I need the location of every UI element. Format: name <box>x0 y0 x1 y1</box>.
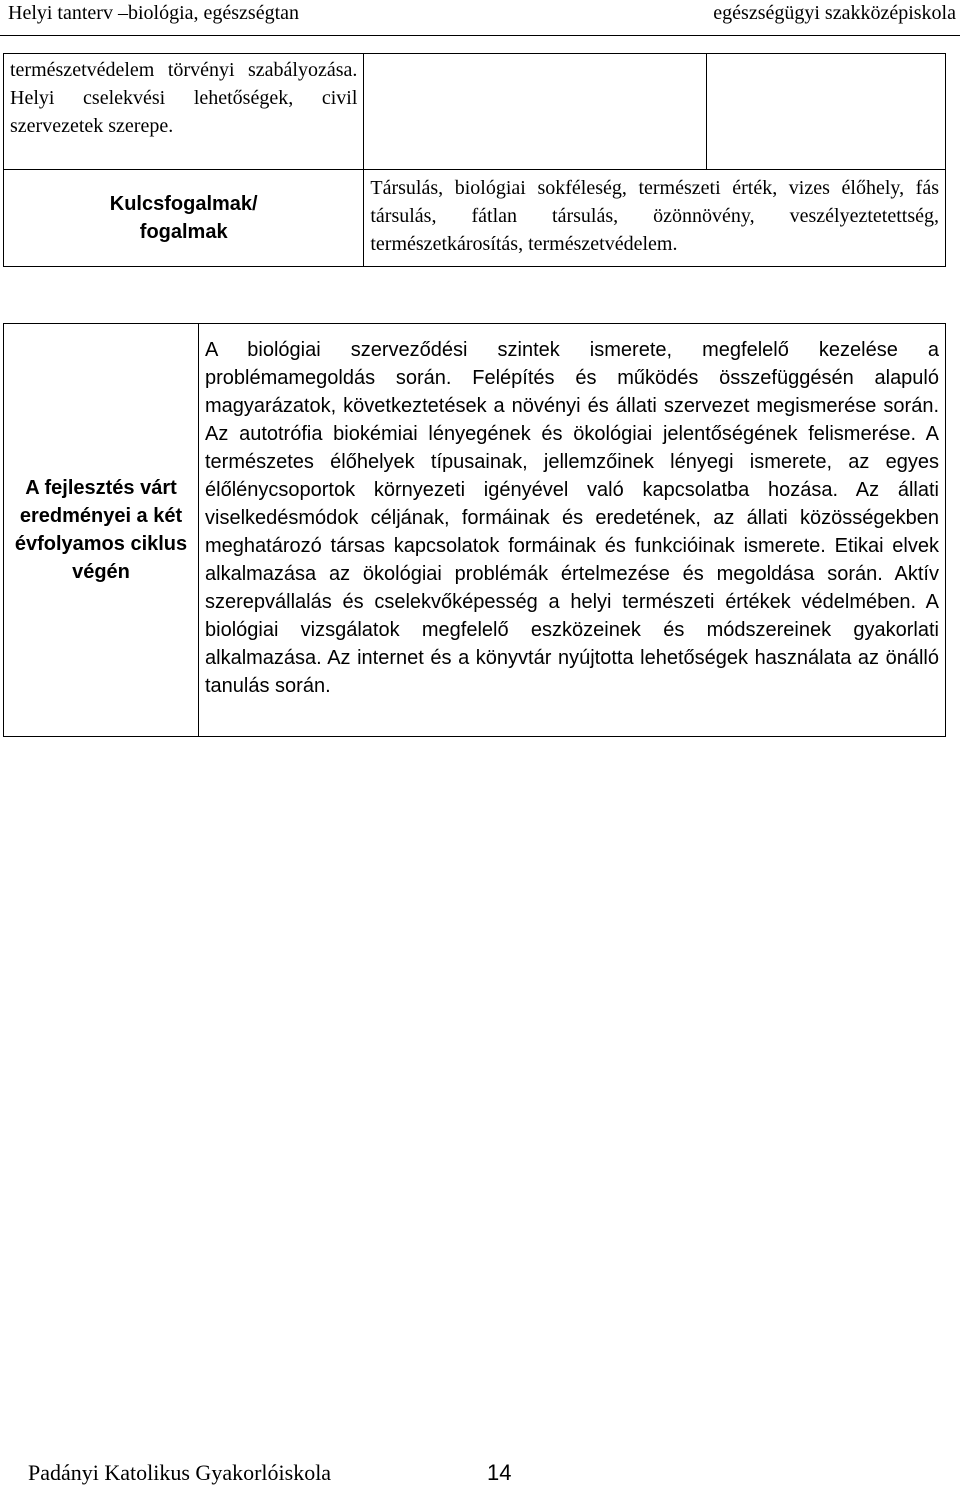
key-concepts-label-line2: fogalmak <box>139 221 228 243</box>
key-concepts-text: Társulás, biológiai sokféleség, természeti érték, vizes élőhely, fás társulás, fátlan társulás, özönnövény, veszélyeztetettség, természetkárosítás, természetvédelem. <box>364 170 946 267</box>
outcomes-label: A fejlesztés várt eredményei a két évfolyamos ciklus végén <box>4 324 199 737</box>
outcomes-table <box>3 323 946 737</box>
topic-cell: természetvédelem törvényi szabályozása. Helyi cselekvési lehetőségek, civil szervezetek szerepe. <box>4 54 364 170</box>
curriculum-table-top <box>3 53 946 267</box>
empty-cell <box>707 54 946 170</box>
key-concepts-label <box>4 170 364 267</box>
page-header <box>0 0 960 30</box>
table-row <box>4 170 946 267</box>
footer-school: Padányi Katolikus Gyakorlóiskola <box>28 1460 332 1485</box>
page-number: 14 <box>487 1460 512 1485</box>
header-school-type: egészségügyi szakközépiskola <box>713 2 956 24</box>
empty-cell <box>364 54 707 170</box>
table-row <box>4 54 946 170</box>
table-row <box>4 324 946 737</box>
outcomes-text: A biológiai szerveződési szintek ismerete, megfelelő kezelése a problémamegoldás során. Felépítés és működés összefüggésén alapuló magyarázatok, következtetések a növényi és állati szervezet megismerése során. Az autotrófia biokémiai lényegének és ökológiai jelentőségének felismerése. A természetes élőhelyek típusainak, jellemzőinek lényegi ismerete, az egyes élőlénycsoportok környezeti igényével való kapcsolatba hozása. Az állati viselkedésmódok céljának, formáinak és eredetének, az állati közösségekben meghatározó társas kapcsolatok formáinak és funkcióinak ismerete. Etikai elvek alkalmazása az ökológiai problémák értelmezése és megoldása során. Aktív szerepvállalás és cselekvőképesség a helyi természeti értékek védelmében. A biológiai vizsgálatok megfelelő eszközeinek és módszereinek gyakorlati alkalmazása. Az internet és a könyvtár nyújtotta lehetőségek használata az önálló tanulás során. <box>199 324 946 737</box>
key-concepts-label-line1: Kulcsfogalmak/ <box>109 193 258 215</box>
header-title: Helyi tanterv –biológia, egészségtan <box>8 2 300 24</box>
header-rule <box>0 35 960 36</box>
